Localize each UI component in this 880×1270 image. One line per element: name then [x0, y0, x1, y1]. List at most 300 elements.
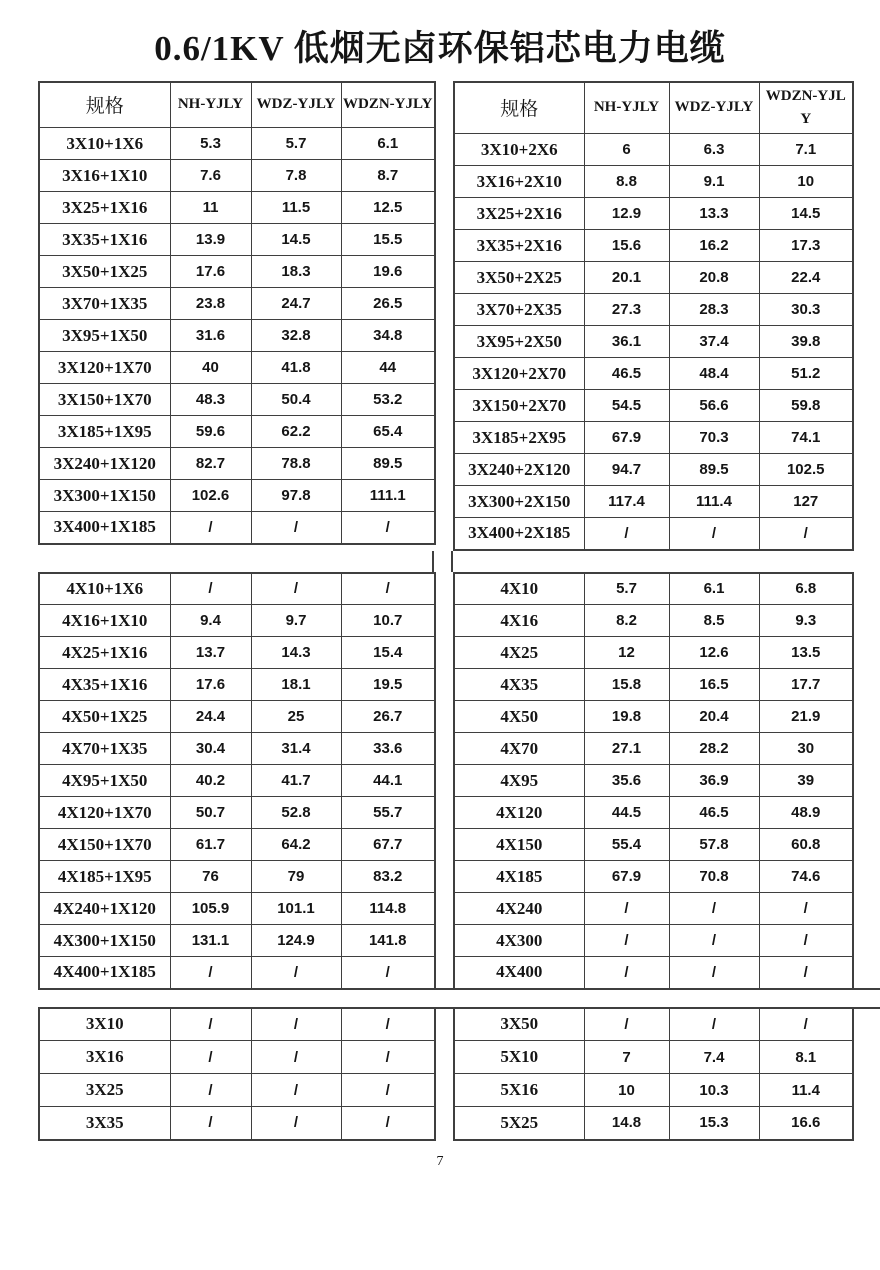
value-cell: 24.7 [251, 288, 341, 320]
table-row [454, 166, 853, 198]
value-cell: 35.6 [584, 765, 669, 797]
value-cell: 31.6 [170, 320, 251, 352]
table-row [454, 605, 853, 637]
table-row [39, 352, 435, 384]
spec-cell: 3X25+1X16 [39, 192, 170, 224]
spec-cell: 3X35+1X16 [39, 224, 170, 256]
value-cell: / [341, 1008, 435, 1041]
value-cell: 27.3 [584, 294, 669, 326]
value-cell: 41.8 [251, 352, 341, 384]
value-cell: 21.9 [759, 701, 853, 733]
spec-table-left-middle [38, 572, 436, 990]
spec-cell: 5X16 [454, 1074, 584, 1107]
section-divider [38, 551, 850, 572]
value-cell: / [669, 893, 759, 925]
value-cell: 11.5 [251, 192, 341, 224]
spec-cell: 4X25+1X16 [39, 637, 170, 669]
value-cell: 9.1 [669, 166, 759, 198]
value-cell: / [170, 1074, 251, 1107]
table-body [39, 128, 435, 544]
value-cell: 50.7 [170, 797, 251, 829]
value-cell: 97.8 [251, 480, 341, 512]
spec-cell: 3X50 [454, 1008, 584, 1041]
value-cell: / [759, 518, 853, 550]
value-cell: 127 [759, 486, 853, 518]
value-cell: 7.1 [759, 134, 853, 166]
value-cell: 27.1 [584, 733, 669, 765]
table-row [454, 669, 853, 701]
value-cell: 36.1 [584, 326, 669, 358]
table-body [454, 1008, 853, 1140]
value-cell: 14.3 [251, 637, 341, 669]
table-row [454, 733, 853, 765]
section-divider-full-width [38, 988, 880, 1009]
value-cell: 7.8 [251, 160, 341, 192]
value-cell: 19.8 [584, 701, 669, 733]
table-row [39, 925, 435, 957]
spec-cell: 4X95 [454, 765, 584, 797]
value-cell: 67.9 [584, 422, 669, 454]
spec-cell: 4X50+1X25 [39, 701, 170, 733]
page-title: 0.6/1KV 低烟无卤环保铝芯电力电缆 [154, 29, 726, 68]
spec-cell: 4X185+1X95 [39, 861, 170, 893]
value-cell: 9.3 [759, 605, 853, 637]
value-cell: 70.8 [669, 861, 759, 893]
table-row [454, 957, 853, 989]
table-row [39, 701, 435, 733]
spec-cell: 3X16+2X10 [454, 166, 584, 198]
table-row [454, 230, 853, 262]
value-cell: 89.5 [341, 448, 435, 480]
spec-cell: 3X400+2X185 [454, 518, 584, 550]
value-cell: 94.7 [584, 454, 669, 486]
table-row [39, 637, 435, 669]
value-cell: 13.7 [170, 637, 251, 669]
value-cell: 39 [759, 765, 853, 797]
header-row [39, 82, 435, 128]
value-cell: / [170, 957, 251, 989]
value-cell: 111.1 [341, 480, 435, 512]
value-cell: / [341, 957, 435, 989]
table-row [39, 416, 435, 448]
value-cell: 8.7 [341, 160, 435, 192]
table-row [39, 957, 435, 989]
value-cell: 74.6 [759, 861, 853, 893]
value-cell: 37.4 [669, 326, 759, 358]
value-cell: 102.6 [170, 480, 251, 512]
spec-cell: 3X35+2X16 [454, 230, 584, 262]
table-row [39, 160, 435, 192]
table-row [39, 893, 435, 925]
table-row [454, 390, 853, 422]
spec-cell: 3X300+2X150 [454, 486, 584, 518]
value-cell: 59.6 [170, 416, 251, 448]
spec-cell: 3X25+2X16 [454, 198, 584, 230]
value-cell: 30 [759, 733, 853, 765]
value-cell: 46.5 [669, 797, 759, 829]
table-row [454, 1008, 853, 1041]
value-cell: 33.6 [341, 733, 435, 765]
value-cell: 18.3 [251, 256, 341, 288]
value-cell: 114.8 [341, 893, 435, 925]
value-cell: / [170, 1041, 251, 1074]
value-cell: 15.5 [341, 224, 435, 256]
value-cell: 17.7 [759, 669, 853, 701]
spec-cell: 4X240+1X120 [39, 893, 170, 925]
value-cell: / [584, 957, 669, 989]
spec-cell: 3X95+1X50 [39, 320, 170, 352]
value-cell: / [759, 1008, 853, 1041]
spec-cell: 3X150+1X70 [39, 384, 170, 416]
tables-section-1 [38, 81, 850, 551]
spec-table-left-bottom [38, 1007, 436, 1141]
spec-cell: 3X95+2X50 [454, 326, 584, 358]
value-cell: 16.6 [759, 1107, 853, 1140]
value-cell: 54.5 [584, 390, 669, 422]
table-row [454, 637, 853, 669]
value-cell: 31.4 [251, 733, 341, 765]
value-cell: 48.3 [170, 384, 251, 416]
value-cell: 8.2 [584, 605, 669, 637]
value-cell: 61.7 [170, 829, 251, 861]
value-cell: 111.4 [669, 486, 759, 518]
value-cell: 10.7 [341, 605, 435, 637]
spec-cell: 3X10+1X6 [39, 128, 170, 160]
spec-cell: 3X120+1X70 [39, 352, 170, 384]
spec-cell: 4X150 [454, 829, 584, 861]
spec-cell: 4X25 [454, 637, 584, 669]
spec-cell: 3X150+2X70 [454, 390, 584, 422]
value-cell: / [341, 1107, 435, 1140]
spec-cell: 4X10+1X6 [39, 573, 170, 605]
value-cell: 141.8 [341, 925, 435, 957]
spec-cell: 3X120+2X70 [454, 358, 584, 390]
value-cell: 5.7 [584, 573, 669, 605]
spec-table-right-middle [453, 572, 854, 990]
value-cell: / [759, 893, 853, 925]
value-cell: 20.4 [669, 701, 759, 733]
value-cell: 82.7 [170, 448, 251, 480]
value-cell: 41.7 [251, 765, 341, 797]
value-cell: 48.9 [759, 797, 853, 829]
spec-cell: 4X300+1X150 [39, 925, 170, 957]
table-row [39, 1107, 435, 1140]
table-row [39, 512, 435, 544]
column-header-wdzn-yjly: WDZN-YJLY [759, 82, 853, 134]
spec-cell: 3X10 [39, 1008, 170, 1041]
tables-section-3 [38, 1007, 850, 1141]
value-cell: / [584, 518, 669, 550]
table-row [39, 448, 435, 480]
value-cell: / [669, 1008, 759, 1041]
value-cell: 39.8 [759, 326, 853, 358]
value-cell: 17.3 [759, 230, 853, 262]
spec-cell: 4X120 [454, 797, 584, 829]
value-cell: 117.4 [584, 486, 669, 518]
value-cell: 26.5 [341, 288, 435, 320]
value-cell: 19.6 [341, 256, 435, 288]
table-row [454, 134, 853, 166]
value-cell: 105.9 [170, 893, 251, 925]
value-cell: 48.4 [669, 358, 759, 390]
table-row [454, 358, 853, 390]
value-cell: 34.8 [341, 320, 435, 352]
column-header-nh-yjly: NH-YJLY [170, 82, 251, 128]
column-header-nh-yjly: NH-YJLY [584, 82, 669, 134]
value-cell: 12.6 [669, 637, 759, 669]
value-cell: 6.3 [669, 134, 759, 166]
value-cell: 102.5 [759, 454, 853, 486]
value-cell: / [251, 573, 341, 605]
value-cell: 15.4 [341, 637, 435, 669]
table-row [39, 605, 435, 637]
spec-cell: 3X10+2X6 [454, 134, 584, 166]
table-row [39, 320, 435, 352]
spec-cell: 3X16 [39, 1041, 170, 1074]
value-cell: 15.6 [584, 230, 669, 262]
value-cell: 15.8 [584, 669, 669, 701]
value-cell: 10 [584, 1074, 669, 1107]
table-row [39, 733, 435, 765]
header-row [454, 82, 853, 134]
value-cell: 44.1 [341, 765, 435, 797]
value-cell: 62.2 [251, 416, 341, 448]
value-cell: 64.2 [251, 829, 341, 861]
value-cell: 12 [584, 637, 669, 669]
value-cell: 65.4 [341, 416, 435, 448]
value-cell: / [584, 1008, 669, 1041]
table-row [39, 192, 435, 224]
spec-table-left-top [38, 81, 436, 545]
spec-cell: 4X400+1X185 [39, 957, 170, 989]
value-cell: 53.2 [341, 384, 435, 416]
value-cell: 13.5 [759, 637, 853, 669]
spec-cell: 4X185 [454, 861, 584, 893]
spec-cell: 3X25 [39, 1074, 170, 1107]
value-cell: / [341, 1041, 435, 1074]
spec-cell: 5X25 [454, 1107, 584, 1140]
value-cell: 89.5 [669, 454, 759, 486]
value-cell: 26.7 [341, 701, 435, 733]
value-cell: 78.8 [251, 448, 341, 480]
value-cell: 83.2 [341, 861, 435, 893]
table-row [454, 829, 853, 861]
table-row [39, 573, 435, 605]
value-cell: 9.4 [170, 605, 251, 637]
value-cell: 67.9 [584, 861, 669, 893]
table-row [39, 128, 435, 160]
page-number: 7 [436, 1153, 444, 1169]
spec-cell: 3X185+1X95 [39, 416, 170, 448]
value-cell: 28.2 [669, 733, 759, 765]
spec-cell: 4X35+1X16 [39, 669, 170, 701]
spec-table-right-bottom [453, 1007, 854, 1141]
table-row [454, 262, 853, 294]
table-row [39, 765, 435, 797]
value-cell: 12.5 [341, 192, 435, 224]
table-row [454, 701, 853, 733]
spec-cell: 3X300+1X150 [39, 480, 170, 512]
divider-connector [432, 551, 453, 572]
table-header [454, 82, 853, 134]
table-row [454, 294, 853, 326]
value-cell: / [341, 573, 435, 605]
value-cell: 5.7 [251, 128, 341, 160]
table-row [454, 198, 853, 230]
table-body [39, 573, 435, 989]
table-row [454, 893, 853, 925]
spec-cell: 3X240+1X120 [39, 448, 170, 480]
table-row [454, 797, 853, 829]
table-row [39, 480, 435, 512]
table-row [454, 486, 853, 518]
value-cell: 10.3 [669, 1074, 759, 1107]
tables-section-2 [38, 572, 850, 990]
spec-cell: 4X10 [454, 573, 584, 605]
value-cell: 20.1 [584, 262, 669, 294]
value-cell: / [170, 1107, 251, 1140]
value-cell: 7.4 [669, 1041, 759, 1074]
value-cell: 56.6 [669, 390, 759, 422]
column-header-spec: 规格 [39, 82, 170, 128]
spec-cell: 3X50+2X25 [454, 262, 584, 294]
value-cell: 13.9 [170, 224, 251, 256]
value-cell: 28.3 [669, 294, 759, 326]
value-cell: / [341, 512, 435, 544]
value-cell: 60.8 [759, 829, 853, 861]
table-row [39, 224, 435, 256]
spec-cell: 4X400 [454, 957, 584, 989]
value-cell: 6 [584, 134, 669, 166]
value-cell: 16.5 [669, 669, 759, 701]
value-cell: 46.5 [584, 358, 669, 390]
value-cell: 101.1 [251, 893, 341, 925]
value-cell: 55.4 [584, 829, 669, 861]
value-cell: 14.5 [759, 198, 853, 230]
value-cell: 76 [170, 861, 251, 893]
value-cell: 24.4 [170, 701, 251, 733]
value-cell: 17.6 [170, 669, 251, 701]
value-cell: 74.1 [759, 422, 853, 454]
spec-cell: 4X95+1X50 [39, 765, 170, 797]
value-cell: / [251, 957, 341, 989]
value-cell: 51.2 [759, 358, 853, 390]
table-header [39, 82, 435, 128]
table-row [454, 454, 853, 486]
value-cell: / [584, 893, 669, 925]
value-cell: / [170, 573, 251, 605]
table-row [39, 1074, 435, 1107]
spec-cell: 4X70+1X35 [39, 733, 170, 765]
value-cell: 44 [341, 352, 435, 384]
value-cell: 13.3 [669, 198, 759, 230]
value-cell: 6.8 [759, 573, 853, 605]
value-cell: 7.6 [170, 160, 251, 192]
spec-cell: 3X240+2X120 [454, 454, 584, 486]
value-cell: 30.4 [170, 733, 251, 765]
value-cell: 14.8 [584, 1107, 669, 1140]
value-cell: / [170, 512, 251, 544]
value-cell: 22.4 [759, 262, 853, 294]
spec-cell: 4X300 [454, 925, 584, 957]
value-cell: 40 [170, 352, 251, 384]
value-cell: / [669, 518, 759, 550]
table-row [454, 925, 853, 957]
value-cell: / [170, 1008, 251, 1041]
table-body [39, 1008, 435, 1140]
value-cell: 8.1 [759, 1041, 853, 1074]
table-row [39, 861, 435, 893]
table-row [39, 1008, 435, 1041]
table-row [39, 288, 435, 320]
value-cell: 70.3 [669, 422, 759, 454]
table-row [39, 669, 435, 701]
value-cell: 16.2 [669, 230, 759, 262]
table-row [454, 1074, 853, 1107]
table-row [39, 1041, 435, 1074]
value-cell: / [251, 1041, 341, 1074]
value-cell: 11 [170, 192, 251, 224]
spec-cell: 3X50+1X25 [39, 256, 170, 288]
table-row [454, 1107, 853, 1140]
value-cell: 12.9 [584, 198, 669, 230]
spec-table-right-top [453, 81, 854, 551]
spec-cell: 3X35 [39, 1107, 170, 1140]
spec-cell: 3X400+1X185 [39, 512, 170, 544]
value-cell: 131.1 [170, 925, 251, 957]
value-cell: 15.3 [669, 1107, 759, 1140]
spec-cell: 5X10 [454, 1041, 584, 1074]
value-cell: / [759, 957, 853, 989]
value-cell: 44.5 [584, 797, 669, 829]
table-row [454, 326, 853, 358]
spec-cell: 4X50 [454, 701, 584, 733]
spec-cell: 4X35 [454, 669, 584, 701]
value-cell: 25 [251, 701, 341, 733]
value-cell: 124.9 [251, 925, 341, 957]
value-cell: 57.8 [669, 829, 759, 861]
value-cell: / [759, 925, 853, 957]
table-row [39, 797, 435, 829]
value-cell: / [669, 957, 759, 989]
value-cell: 8.8 [584, 166, 669, 198]
value-cell: / [669, 925, 759, 957]
value-cell: 36.9 [669, 765, 759, 797]
table-row [454, 765, 853, 797]
value-cell: 10 [759, 166, 853, 198]
spec-cell: 4X240 [454, 893, 584, 925]
value-cell: 59.8 [759, 390, 853, 422]
document-page [0, 26, 880, 1170]
value-cell: / [584, 925, 669, 957]
value-cell: 7 [584, 1041, 669, 1074]
value-cell: 55.7 [341, 797, 435, 829]
spec-cell: 4X70 [454, 733, 584, 765]
spec-cell: 3X70+1X35 [39, 288, 170, 320]
value-cell: / [341, 1074, 435, 1107]
value-cell: / [251, 512, 341, 544]
table-body [454, 134, 853, 550]
spec-cell: 4X16 [454, 605, 584, 637]
value-cell: 67.7 [341, 829, 435, 861]
spec-cell: 4X150+1X70 [39, 829, 170, 861]
column-header-wdz-yjly: WDZ-YJLY [669, 82, 759, 134]
table-row [454, 861, 853, 893]
table-row [39, 384, 435, 416]
value-cell: 18.1 [251, 669, 341, 701]
value-cell: 32.8 [251, 320, 341, 352]
value-cell: 11.4 [759, 1074, 853, 1107]
